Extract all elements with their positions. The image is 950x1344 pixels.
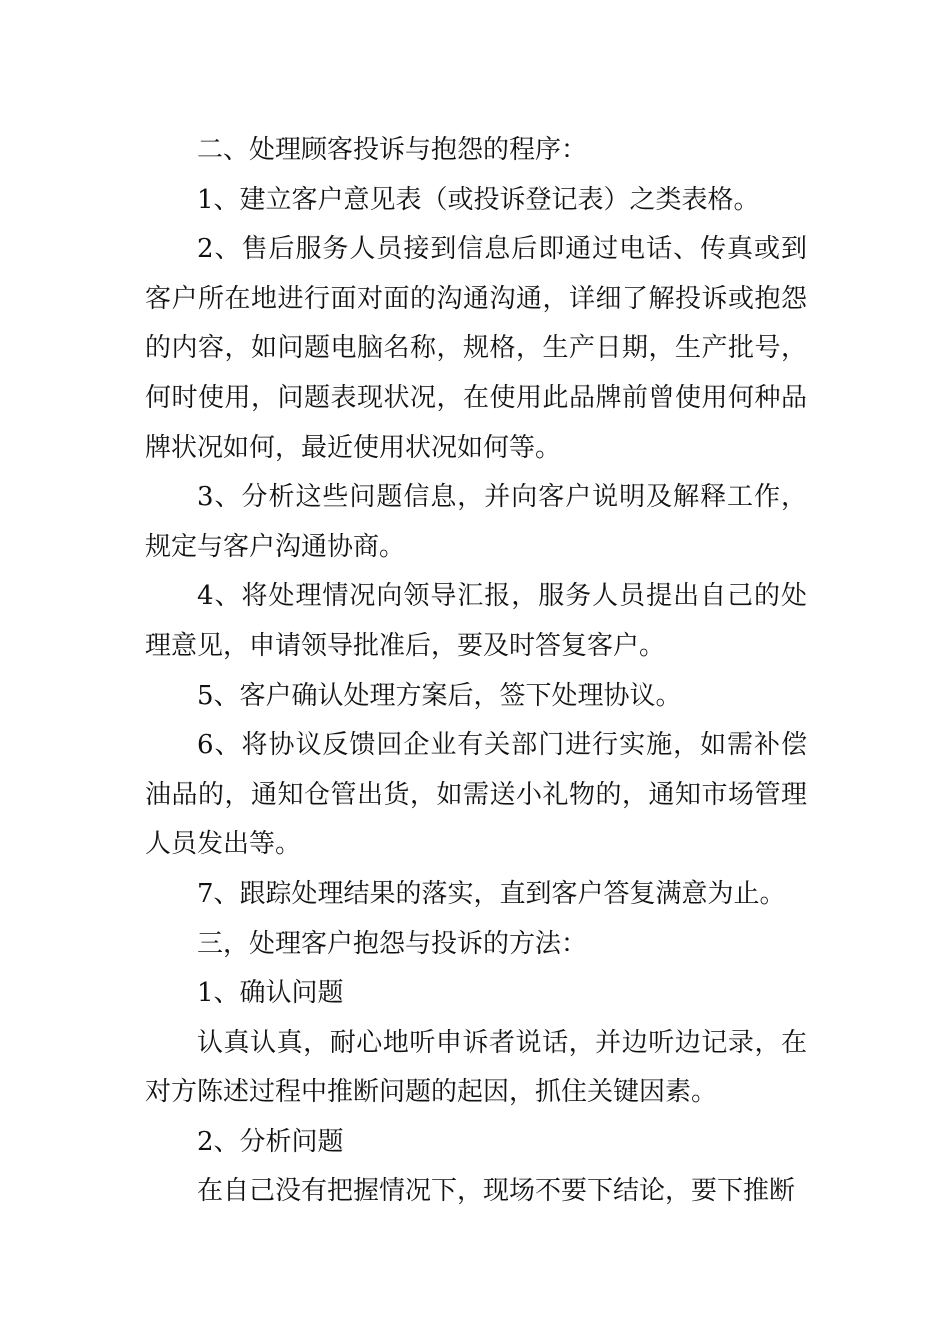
subheading-analyze-problem: 2、分析问题 — [197, 1126, 344, 1157]
subheading-confirm-problem: 1、确认问题 — [197, 978, 344, 1009]
paragraph-step-5: 5、客户确认处理方案后，签下处理协议。 — [197, 680, 682, 711]
paragraph-confirm-problem: 认真认真，耐心地听申诉者说话，并边听边记录，在对方陈述过程中推断问题的起因，抓住关键因素。 — [145, 1027, 807, 1108]
paragraph-step-1: 1、建立客户意见表（或投诉登记表）之类表格。 — [197, 184, 760, 215]
paragraph-step-4: 4、将处理情况向领导汇报，服务人员提出自己的处理意见，申请领导批准后，要及时答复客户。 — [145, 581, 807, 661]
paragraph-analyze-problem: 在自己没有把握情况下，现场不要下结论，要下推断 — [197, 1176, 796, 1207]
paragraph-step-2: 2、售后服务人员接到信息后即通过电话、传真或到客户所在地进行面对面的沟通沟通，详细了解投诉或抱怨的内容，如问题电脑名称，规格，生产日期，生产批号，何时使用，问题表现状况，在使用此品牌前曾使用何种品牌状况如何，最近使用状况如何等。 — [145, 234, 807, 463]
section-heading-procedure: 二、处理顾客投诉与抱怨的程序： — [197, 135, 588, 165]
paragraph-step-6: 6、将协议反馈回企业有关部门进行实施，如需补偿油品的，通知仓管出货，如需送小礼物的，通知市场管理人员发出等。 — [145, 730, 807, 860]
paragraph-step-7: 7、跟踪处理结果的落实，直到客户答复满意为止。 — [197, 878, 786, 909]
document-body — [145, 126, 807, 1217]
paragraph-step-3: 3、分析这些问题信息，并向客户说明及解释工作，规定与客户沟通协商。 — [145, 482, 807, 562]
section-heading-methods: 三，处理客户抱怨与投诉的方法： — [197, 928, 588, 959]
